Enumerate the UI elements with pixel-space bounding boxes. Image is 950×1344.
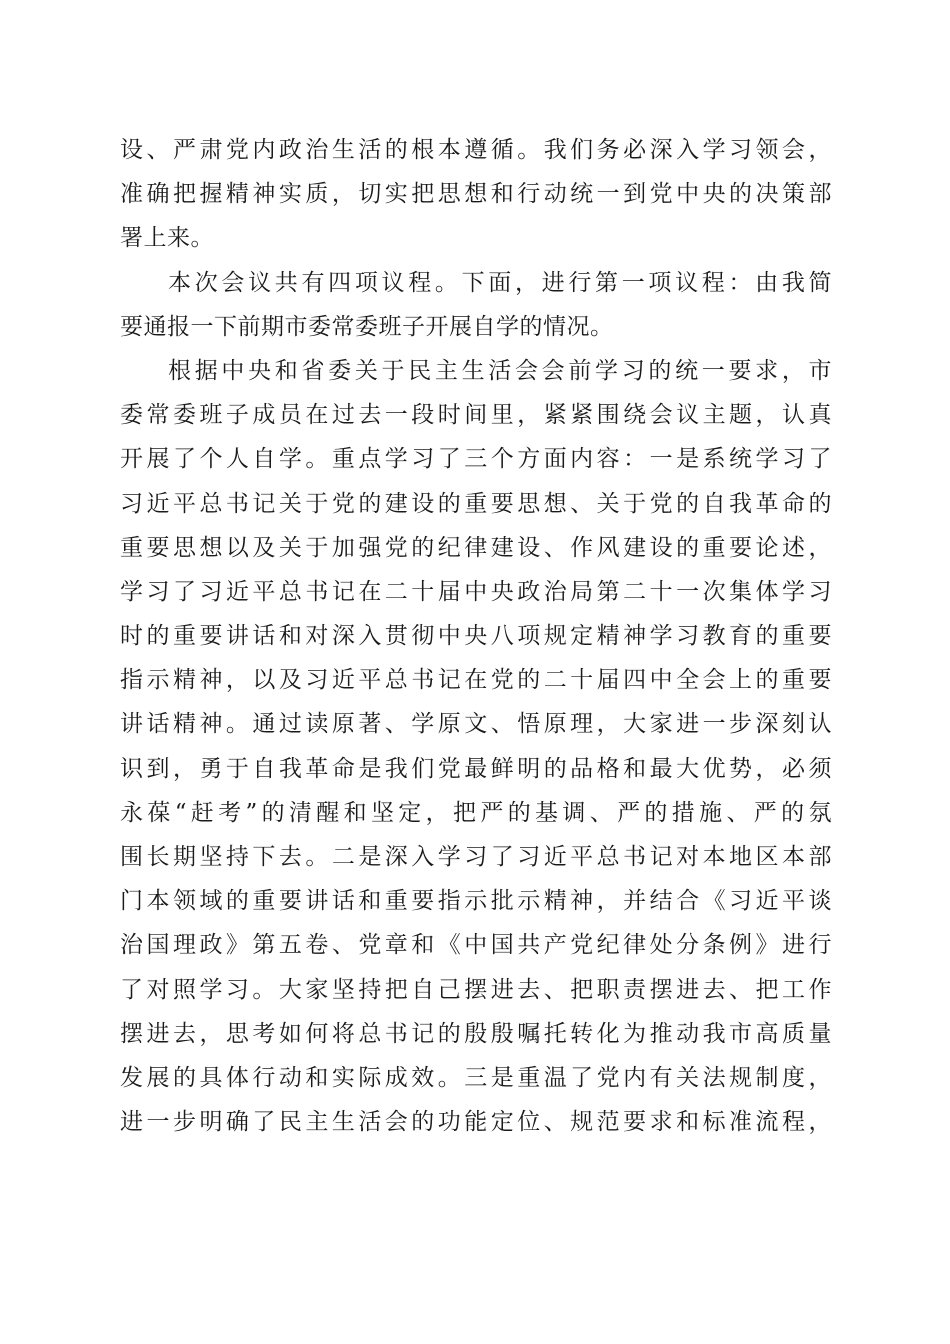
text-line: 学习了习近平总书记在二十届中央政治局第二十一次集体学习 [120, 578, 832, 605]
text-line: 重要思想以及关于加强党的纪律建设、作风建设的重要论述， [120, 534, 832, 561]
text-line: 围长期坚持下去。二是深入学习了习近平总书记对本地区本部 [120, 844, 832, 870]
text-line: 了对照学习。大家坚持把自己摆进去、把职责摆进去、把工作 [120, 976, 832, 1003]
text-line: 讲话精神。通过读原著、学原文、悟原理，大家进一步深刻认 [120, 711, 832, 738]
text-line: 要通报一下前期市委常委班子开展自学的情况。 [120, 313, 614, 340]
text-line: 发展的具体行动和实际成效。三是重温了党内有关法规制度， [120, 1064, 832, 1091]
document-body [120, 128, 832, 1144]
text-line: 永葆“赶考”的清醒和坚定，把严的基调、严的措施、严的氛 [120, 799, 832, 826]
text-line: 准确把握精神实质，切实把思想和行动统一到党中央的决策部 [120, 181, 832, 208]
text-line: 指示精神，以及习近平总书记在党的二十届四中全会上的重要 [120, 667, 832, 694]
text-line: 委常委班子成员在过去一段时间里，紧紧围绕会议主题，认真 [120, 402, 832, 429]
text-line: 设、严肃党内政治生活的根本遵循。我们务必深入学习领会， [120, 137, 832, 163]
text-line: 署上来。 [120, 225, 214, 252]
text-line: 门本领域的重要讲话和重要指示批示精神，并结合《习近平谈 [120, 888, 832, 915]
text-line: 习近平总书记关于党的建设的重要思想、关于党的自我革命的 [120, 490, 832, 517]
text-line: 时的重要讲话和对深入贯彻中央八项规定精神学习教育的重要 [120, 623, 832, 650]
text-line: 进一步明确了民主生活会的功能定位、规范要求和标准流程， [120, 1109, 832, 1136]
paragraph-first-line: 根据中央和省委关于民主生活会会前学习的统一要求，市 [168, 357, 832, 384]
text-line: 开展了个人自学。重点学习了三个方面内容：一是系统学习了 [120, 446, 832, 473]
paragraph-first-line: 本次会议共有四项议程。下面，进行第一项议程：由我简 [168, 269, 832, 296]
text-line: 摆进去，思考如何将总书记的殷殷嘱托转化为推动我市高质量 [120, 1020, 832, 1047]
text-line: 识到，勇于自我革命是我们党最鲜明的品格和最大优势，必须 [120, 755, 832, 782]
text-line: 治国理政》第五卷、党章和《中国共产党纪律处分条例》进行 [120, 932, 832, 959]
